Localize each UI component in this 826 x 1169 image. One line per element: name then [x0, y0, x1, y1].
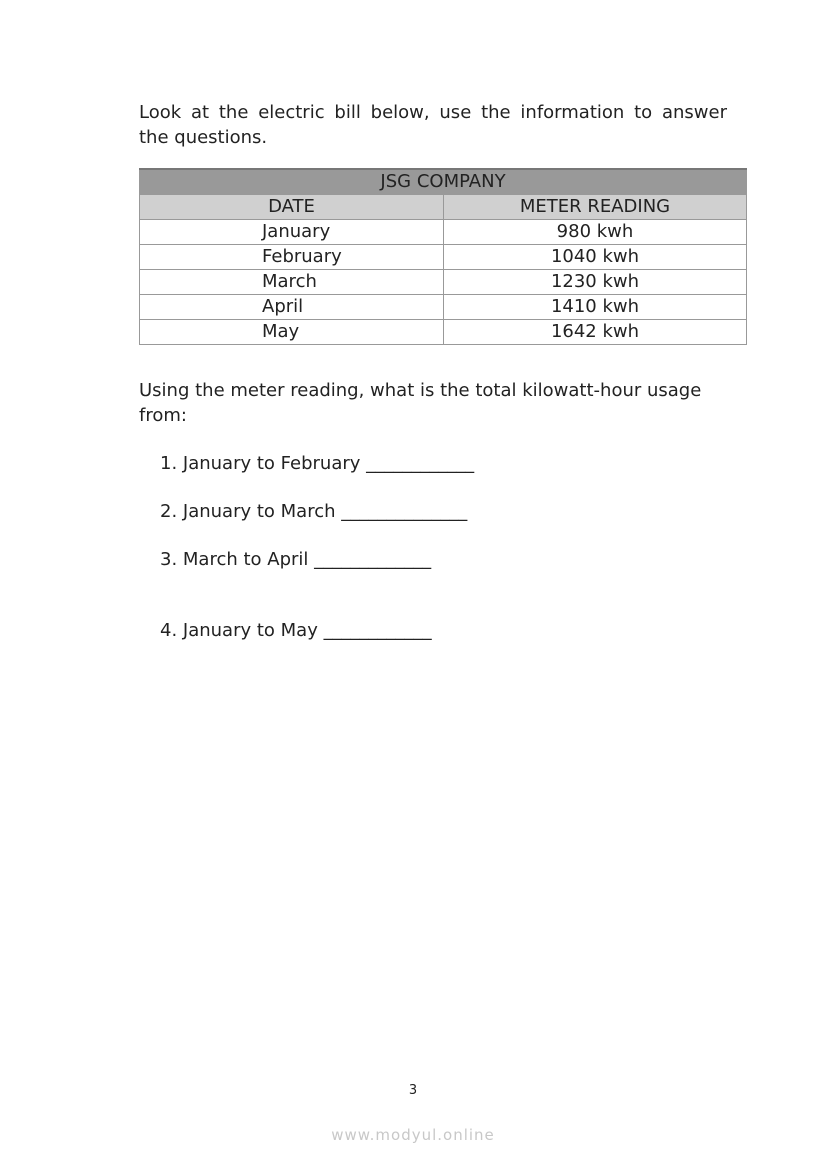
- table-row: [140, 270, 747, 295]
- date-cell: April: [140, 295, 444, 320]
- table-row: [140, 220, 747, 245]
- reading-cell: 1410 kwh: [444, 295, 747, 320]
- table-row: [140, 245, 747, 270]
- reading-cell: 1040 kwh: [444, 245, 747, 270]
- instructions-line-2: the questions.: [139, 127, 268, 148]
- page-number: 3: [408, 1083, 418, 1098]
- date-cell: May: [140, 320, 444, 345]
- reading-cell: 1230 kwh: [444, 270, 747, 295]
- column-header-date: DATE: [140, 195, 444, 220]
- instructions: [139, 100, 727, 150]
- question-prompt: Using the meter reading, what is the total kilowatt-hour usage from:: [139, 380, 702, 426]
- question-item-4: 4. January to May ____________: [160, 620, 432, 641]
- table-row: [140, 295, 747, 320]
- question-item-2: 2. January to March ______________: [160, 501, 468, 522]
- reading-cell: 980 kwh: [444, 220, 747, 245]
- reading-cell: 1642 kwh: [444, 320, 747, 345]
- meter-reading-table: [139, 168, 747, 345]
- instructions-line-1: Look at the electric bill below, use the information to answer: [139, 102, 727, 123]
- table-title: JSG COMPANY: [140, 169, 747, 195]
- question-item-3: 3. March to April _____________: [160, 549, 432, 570]
- watermark: www.modyul.online: [331, 1126, 495, 1144]
- table-row: [140, 320, 747, 345]
- date-cell: January: [140, 220, 444, 245]
- date-cell: February: [140, 245, 444, 270]
- question-item-1: 1. January to February ____________: [160, 453, 475, 474]
- column-header-meter-reading: METER READING: [444, 195, 747, 220]
- date-cell: March: [140, 270, 444, 295]
